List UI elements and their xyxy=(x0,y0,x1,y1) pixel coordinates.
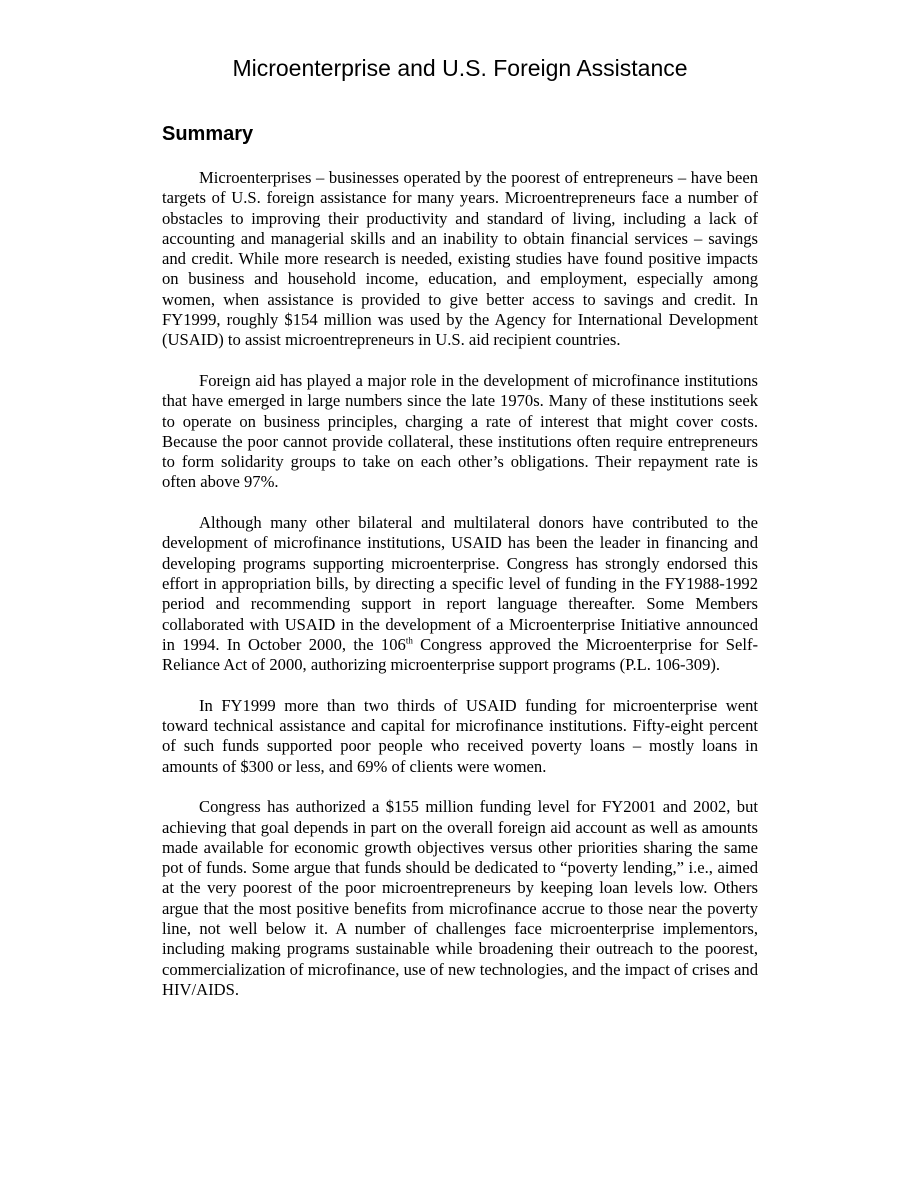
summary-body xyxy=(162,168,758,1020)
paragraph-1: Microenterprises – businesses operated by the poorest of entrepreneurs – have been targets of U.S. foreign assistance for many years. Microentrepreneurs face a number of obstacles to improving their productivity and standard of living, including a lack of accounting and managerial skills and an inability to obtain financial services – savings and credit. While more research is needed, existing studies have found positive impacts on business and household income, education, and employment, especially among women, when assistance is provided to give better access to savings and credit. In FY1999, roughly $154 million was used by the Agency for International Development (USAID) to assist microentrepreneurs in U.S. aid recipient countries. xyxy=(162,168,758,350)
section-heading: Summary xyxy=(162,123,254,145)
paragraph-3 xyxy=(162,513,758,675)
paragraph-2: Foreign aid has played a major role in the development of microfinance institutions that have emerged in large numbers since the late 1970s. Many of these institutions seek to operate on business principles, charging a rate of interest that might cover costs. Because the poor cannot provide collateral, these institutions often require entrepreneurs to form solidarity groups to take on each other’s obligations. Their repayment rate is often above 97%. xyxy=(162,370,758,492)
paragraph-4: In FY1999 more than two thirds of USAID funding for microenterprise went toward technical assistance and capital for microfinance institutions. Fifty-eight percent of such funds supported poor people who received poverty loans – mostly loans in amounts of $300 or less, and 69% of clients were women. xyxy=(162,695,758,776)
paragraph-3-text-after: Congress approved the Microenterprise for Self-Reliance Act of 2000, authorizing microenterprise support programs (P.L. 106-309). xyxy=(162,634,759,675)
paragraph-3-text-before: Although many other bilateral and multilateral donors have contributed to the development of microfinance institutions, USAID has been the leader in financing and developing programs supporting microenterprise. Congress has strongly endorsed this effort in appropriation bills, by directing a specific level of funding in the FY1988-1992 period and recommending support in report language thereafter. Some Members collaborated with USAID in the development of a Microenterprise Initiative announced in 1994. In October 2000, the 106 xyxy=(162,513,758,654)
document-title: Microenterprise and U.S. Foreign Assistance xyxy=(232,55,688,81)
ordinal-superscript: th xyxy=(405,635,413,646)
paragraph-5: Congress has authorized a $155 million funding level for FY2001 and 2002, but achieving that goal depends in part on the overall foreign aid account as well as amounts made available for economic growth objectives versus other priorities sharing the same pot of funds. Some argue that funds should be dedicated to “poverty lending,” i.e., aimed at the very poorest of the poor microentrepreneurs by keeping loan levels low. Others argue that the most positive benefits from microfinance accrue to those near the poverty line, not well below it. A number of challenges face microenterprise implementors, including making programs sustainable while broadening their outreach to the poorest, commercialization of microfinance, use of new technologies, and the impact of crises and HIV/AIDS. xyxy=(162,797,758,999)
